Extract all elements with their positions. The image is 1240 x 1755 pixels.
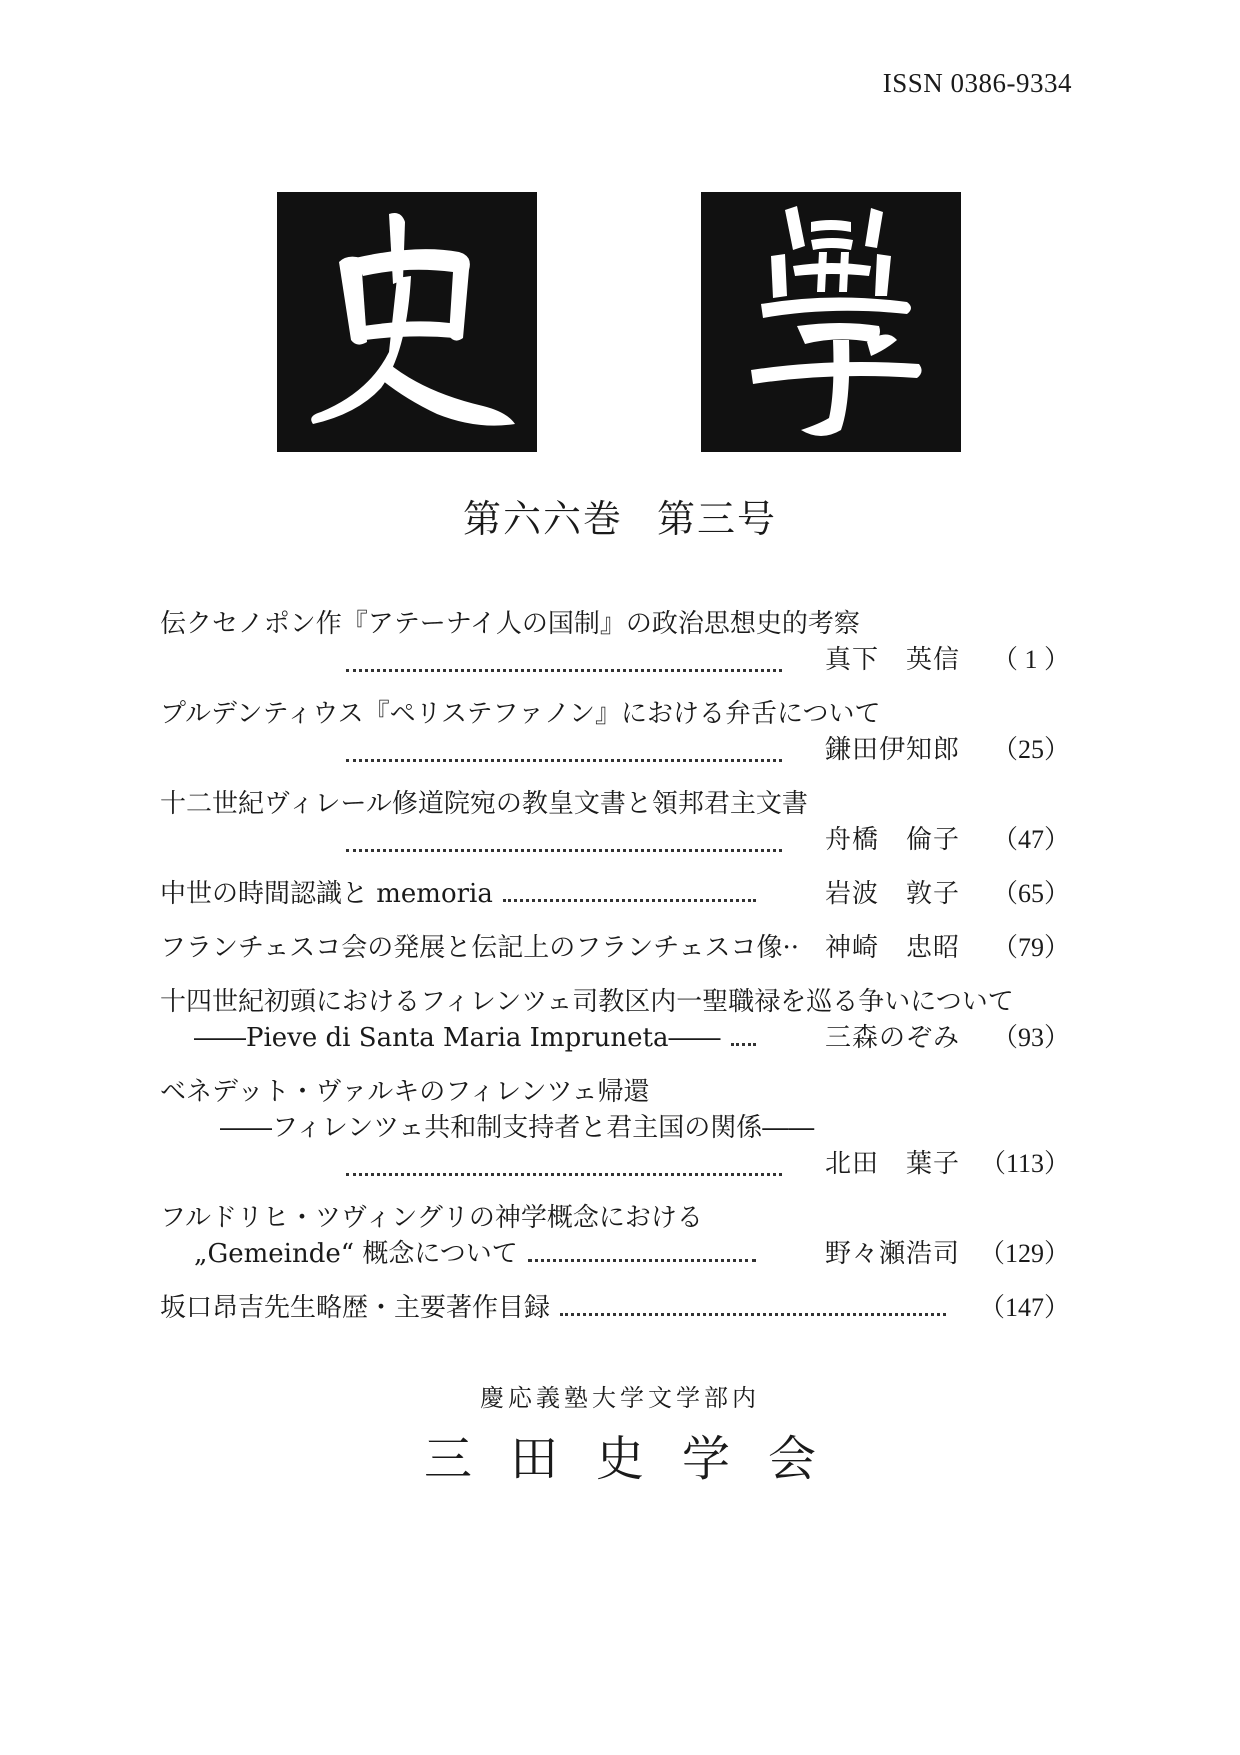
calligraphy-shi-glyph <box>277 192 537 452</box>
toc-entry[interactable] <box>160 606 1070 678</box>
toc-author: 三森のぞみ <box>824 1023 960 1053</box>
toc-page: （ 1 ） <box>991 645 1070 674</box>
toc-author: 舟橋 倫子 <box>824 825 960 855</box>
toc-entry[interactable] <box>160 1074 1070 1182</box>
toc-page: （25） <box>991 735 1070 764</box>
toc-author: 岩波 敦子 <box>824 879 960 909</box>
issue-heading <box>0 488 1240 543</box>
number-label: 第三号 <box>657 497 778 541</box>
toc-entry[interactable] <box>160 786 1070 858</box>
toc-author: 真下 英信 <box>824 645 960 675</box>
toc-title: フランチェスコ会の発展と伝記上のフランチェスコ像·· <box>160 933 799 963</box>
calligraphy-gaku-glyph <box>701 192 961 452</box>
toc-title: 伝クセノポン作『アテーナイ人の国制』の政治思想史的考察 <box>160 609 860 639</box>
toc-title: 中世の時間認識と memoria <box>160 879 493 909</box>
toc-title: フルドリヒ・ツヴィングリの神学概念における <box>160 1203 703 1233</box>
toc-subtitle: ――Pieve di Santa Maria Impruneta―― <box>194 1023 721 1053</box>
toc-subtitle: „Gemeinde“ 概念について <box>194 1239 518 1269</box>
toc-entry[interactable] <box>160 696 1070 768</box>
toc-author: 鎌田伊知郎 <box>824 735 960 765</box>
toc-page: （65） <box>991 879 1070 908</box>
dot-leader <box>346 759 782 762</box>
toc-author: 神崎 忠昭 <box>824 933 960 963</box>
publisher-affiliation: 慶応義塾大学文学部内 <box>480 1384 760 1412</box>
dot-leader <box>528 1259 756 1262</box>
title-logo-right <box>701 192 961 452</box>
toc-title: プルデンティウス『ペリステファノン』における弁舌について <box>160 699 881 729</box>
toc-entry[interactable] <box>160 1200 1070 1272</box>
toc-entry[interactable] <box>160 876 1070 912</box>
toc-title: 十二世紀ヴィレール修道院宛の教皇文書と領邦君主文書 <box>160 789 808 819</box>
toc-title: 十四世紀初頭におけるフィレンツェ司教区内一聖職禄を巡る争いについて <box>160 987 1014 1017</box>
toc-entry[interactable] <box>160 930 1070 966</box>
toc-title: 坂口昂吉先生略歴・主要著作目録 <box>160 1293 551 1323</box>
dot-leader <box>346 1173 782 1176</box>
toc-title: ベネデット・ヴァルキのフィレンツェ帰還 <box>160 1077 650 1107</box>
volume-label: 第六六巻 <box>462 497 623 541</box>
dot-leader <box>346 669 782 672</box>
toc-entry[interactable] <box>160 984 1070 1056</box>
dot-leader <box>503 899 756 902</box>
toc-page: （129） <box>978 1239 1070 1268</box>
toc-page: （93） <box>991 1023 1070 1052</box>
dot-leader <box>731 1043 757 1046</box>
toc-author: 野々瀬浩司 <box>824 1239 960 1269</box>
dot-leader <box>346 849 782 852</box>
issn-number: ISSN 0386-9334 <box>882 68 1072 98</box>
toc-subtitle: ――フィレンツェ共和制支持者と君主国の関係―― <box>220 1113 815 1143</box>
toc-entry[interactable] <box>160 1290 1070 1326</box>
toc-page: （113） <box>979 1149 1070 1178</box>
table-of-contents <box>160 606 1070 1344</box>
toc-page: （79） <box>991 933 1070 962</box>
title-logo-left <box>277 192 537 452</box>
toc-page: （47） <box>991 825 1070 854</box>
toc-page: （147） <box>978 1293 1070 1322</box>
dot-leader <box>560 1313 946 1316</box>
publisher-name: 三田史学会 <box>423 1431 854 1487</box>
toc-author: 北田 葉子 <box>824 1149 960 1179</box>
